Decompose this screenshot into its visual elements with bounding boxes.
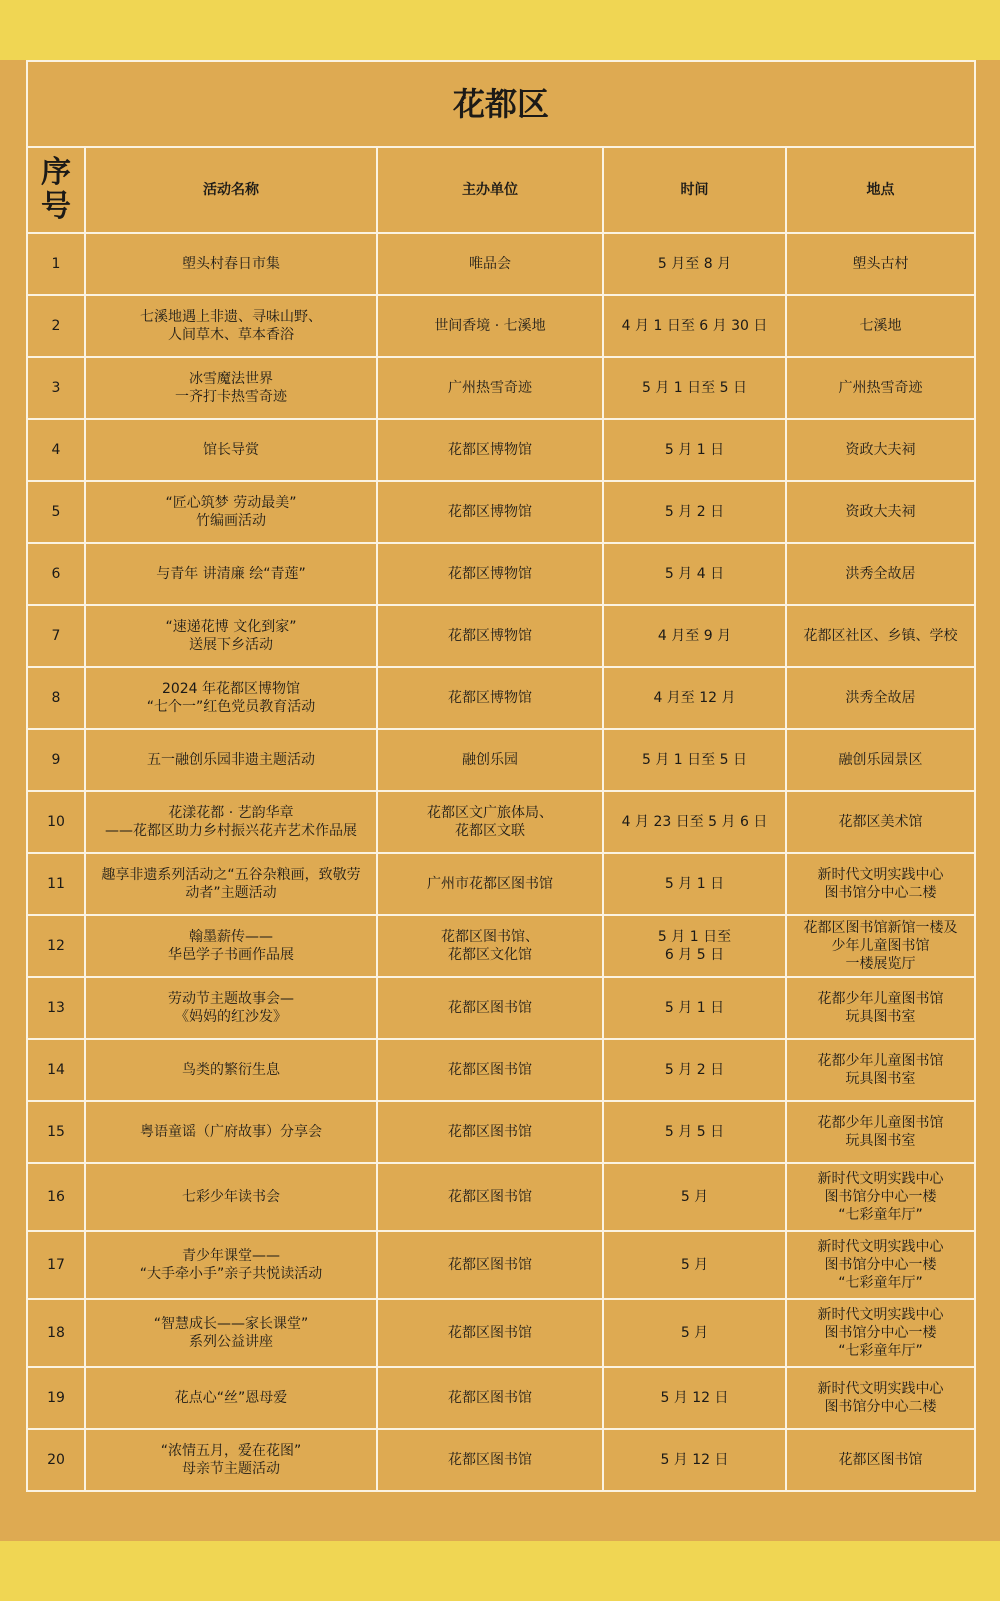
table-row — [27, 1367, 975, 1429]
cell-seq: 2 — [27, 295, 85, 357]
table-row — [27, 605, 975, 667]
cell-seq: 5 — [27, 481, 85, 543]
cell-seq: 1 — [27, 233, 85, 295]
table-row — [27, 1163, 975, 1231]
cell-time: 5 月至 8 月 — [603, 233, 786, 295]
cell-place: 资政大夫祠 — [786, 419, 975, 481]
table-row — [27, 543, 975, 605]
bottom-border-band — [0, 1541, 1000, 1601]
cell-place: 花都区图书馆新馆一楼及 少年儿童图书馆 一楼展览厅 — [786, 915, 975, 977]
header-place: 地点 — [786, 147, 975, 233]
cell-activity-name: 鸟类的繁衍生息 — [85, 1039, 377, 1101]
cell-place: 花都少年儿童图书馆 玩具图书室 — [786, 977, 975, 1039]
cell-organizer: 花都区博物馆 — [377, 543, 603, 605]
cell-place: 新时代文明实践中心 图书馆分中心二楼 — [786, 853, 975, 915]
cell-time: 5 月 2 日 — [603, 481, 786, 543]
cell-time: 5 月 1 日至 5 日 — [603, 729, 786, 791]
cell-place: 花都区美术馆 — [786, 791, 975, 853]
cell-time: 5 月 — [603, 1231, 786, 1299]
cell-seq: 6 — [27, 543, 85, 605]
cell-seq: 15 — [27, 1101, 85, 1163]
table-row — [27, 977, 975, 1039]
cell-place: 塱头古村 — [786, 233, 975, 295]
cell-organizer: 花都区博物馆 — [377, 605, 603, 667]
cell-activity-name: 塱头村春日市集 — [85, 233, 377, 295]
cell-time: 5 月 — [603, 1299, 786, 1367]
cell-organizer: 花都区图书馆 — [377, 977, 603, 1039]
cell-time: 5 月 5 日 — [603, 1101, 786, 1163]
header-activity-name: 活动名称 — [85, 147, 377, 233]
table-row — [27, 915, 975, 977]
cell-seq: 20 — [27, 1429, 85, 1491]
cell-time: 5 月 — [603, 1163, 786, 1231]
cell-place: 新时代文明实践中心 图书馆分中心二楼 — [786, 1367, 975, 1429]
table-row — [27, 295, 975, 357]
cell-place: 洪秀全故居 — [786, 667, 975, 729]
cell-seq: 10 — [27, 791, 85, 853]
cell-time: 5 月 1 日 — [603, 853, 786, 915]
top-border-band — [0, 0, 1000, 60]
cell-organizer: 花都区图书馆 — [377, 1039, 603, 1101]
cell-place: 花都区社区、乡镇、学校 — [786, 605, 975, 667]
cell-time: 4 月 1 日至 6 月 30 日 — [603, 295, 786, 357]
cell-place: 洪秀全故居 — [786, 543, 975, 605]
cell-seq: 16 — [27, 1163, 85, 1231]
cell-activity-name: 趣享非遗系列活动之“五谷杂粮画，致敬劳 动者”主题活动 — [85, 853, 377, 915]
cell-organizer: 花都区文广旅体局、 花都区文联 — [377, 791, 603, 853]
cell-time: 5 月 2 日 — [603, 1039, 786, 1101]
cell-time: 5 月 12 日 — [603, 1429, 786, 1491]
cell-place: 资政大夫祠 — [786, 481, 975, 543]
cell-organizer: 花都区图书馆 — [377, 1231, 603, 1299]
table-row — [27, 853, 975, 915]
cell-seq: 13 — [27, 977, 85, 1039]
table-row — [27, 357, 975, 419]
table-row — [27, 1101, 975, 1163]
cell-organizer: 广州热雪奇迹 — [377, 357, 603, 419]
cell-activity-name: 花漾花都 · 艺韵华章 ——花都区助力乡村振兴花卉艺术作品展 — [85, 791, 377, 853]
cell-place: 七溪地 — [786, 295, 975, 357]
cell-time: 5 月 1 日至 6 月 5 日 — [603, 915, 786, 977]
header-row — [27, 147, 975, 233]
cell-time: 5 月 4 日 — [603, 543, 786, 605]
cell-time: 5 月 1 日 — [603, 419, 786, 481]
cell-time: 5 月 12 日 — [603, 1367, 786, 1429]
cell-place: 新时代文明实践中心 图书馆分中心一楼 “七彩童年厅” — [786, 1231, 975, 1299]
cell-place: 花都少年儿童图书馆 玩具图书室 — [786, 1039, 975, 1101]
header-seq: 序 号 — [27, 147, 85, 233]
cell-organizer: 广州市花都区图书馆 — [377, 853, 603, 915]
cell-organizer: 花都区博物馆 — [377, 667, 603, 729]
cell-time: 5 月 1 日 — [603, 977, 786, 1039]
table-row — [27, 233, 975, 295]
table-row — [27, 1299, 975, 1367]
cell-activity-name: 七溪地遇上非遗、寻味山野、 人间草木、草本香浴 — [85, 295, 377, 357]
cell-organizer: 花都区博物馆 — [377, 481, 603, 543]
table-row — [27, 1231, 975, 1299]
cell-activity-name: 七彩少年读书会 — [85, 1163, 377, 1231]
cell-activity-name: 馆长导赏 — [85, 419, 377, 481]
cell-activity-name: “速递花博 文化到家” 送展下乡活动 — [85, 605, 377, 667]
cell-seq: 9 — [27, 729, 85, 791]
cell-organizer: 花都区图书馆 — [377, 1101, 603, 1163]
cell-activity-name: 粤语童谣（广府故事）分享会 — [85, 1101, 377, 1163]
cell-time: 4 月至 9 月 — [603, 605, 786, 667]
cell-seq: 7 — [27, 605, 85, 667]
table-row — [27, 667, 975, 729]
cell-seq: 19 — [27, 1367, 85, 1429]
cell-organizer: 花都区图书馆 — [377, 1367, 603, 1429]
cell-time: 5 月 1 日至 5 日 — [603, 357, 786, 419]
cell-time: 4 月至 12 月 — [603, 667, 786, 729]
cell-activity-name: 冰雪魔法世界 一齐打卡热雪奇迹 — [85, 357, 377, 419]
cell-activity-name: “浓情五月，爱在花图” 母亲节主题活动 — [85, 1429, 377, 1491]
header-organizer: 主办单位 — [377, 147, 603, 233]
cell-organizer: 花都区图书馆 — [377, 1299, 603, 1367]
table-row — [27, 1429, 975, 1491]
cell-activity-name: 翰墨薪传—— 华邑学子书画作品展 — [85, 915, 377, 977]
cell-activity-name: 青少年课堂—— “大手牵小手”亲子共悦读活动 — [85, 1231, 377, 1299]
table-row — [27, 1039, 975, 1101]
cell-seq: 11 — [27, 853, 85, 915]
cell-seq: 8 — [27, 667, 85, 729]
cell-activity-name: 劳动节主题故事会— 《妈妈的红沙发》 — [85, 977, 377, 1039]
cell-organizer: 花都区博物馆 — [377, 419, 603, 481]
cell-activity-name: “智慧成长——家长课堂” 系列公益讲座 — [85, 1299, 377, 1367]
cell-seq: 17 — [27, 1231, 85, 1299]
cell-seq: 4 — [27, 419, 85, 481]
cell-organizer: 唯品会 — [377, 233, 603, 295]
cell-activity-name: 五一融创乐园非遗主题活动 — [85, 729, 377, 791]
table-title: 花都区 — [27, 61, 975, 147]
cell-activity-name: 与青年 讲清廉 绘“青莲” — [85, 543, 377, 605]
cell-organizer: 花都区图书馆 — [377, 1429, 603, 1491]
cell-organizer: 融创乐园 — [377, 729, 603, 791]
table-row — [27, 419, 975, 481]
header-time: 时间 — [603, 147, 786, 233]
table-row — [27, 481, 975, 543]
cell-organizer: 花都区图书馆、 花都区文化馆 — [377, 915, 603, 977]
cell-place: 广州热雪奇迹 — [786, 357, 975, 419]
cell-activity-name: “匠心筑梦 劳动最美” 竹编画活动 — [85, 481, 377, 543]
cell-organizer: 世间香境 · 七溪地 — [377, 295, 603, 357]
cell-seq: 12 — [27, 915, 85, 977]
cell-place: 新时代文明实践中心 图书馆分中心一楼 “七彩童年厅” — [786, 1163, 975, 1231]
cell-activity-name: 2024 年花都区博物馆 “七个一”红色党员教育活动 — [85, 667, 377, 729]
cell-seq: 3 — [27, 357, 85, 419]
cell-place: 融创乐园景区 — [786, 729, 975, 791]
cell-organizer: 花都区图书馆 — [377, 1163, 603, 1231]
cell-place: 花都区图书馆 — [786, 1429, 975, 1491]
table-row — [27, 791, 975, 853]
cell-activity-name: 花点心“丝”恩母爱 — [85, 1367, 377, 1429]
cell-seq: 18 — [27, 1299, 85, 1367]
cell-place: 花都少年儿童图书馆 玩具图书室 — [786, 1101, 975, 1163]
activity-schedule-table — [26, 60, 976, 1492]
table-row — [27, 729, 975, 791]
cell-place: 新时代文明实践中心 图书馆分中心一楼 “七彩童年厅” — [786, 1299, 975, 1367]
cell-seq: 14 — [27, 1039, 85, 1101]
cell-time: 4 月 23 日至 5 月 6 日 — [603, 791, 786, 853]
